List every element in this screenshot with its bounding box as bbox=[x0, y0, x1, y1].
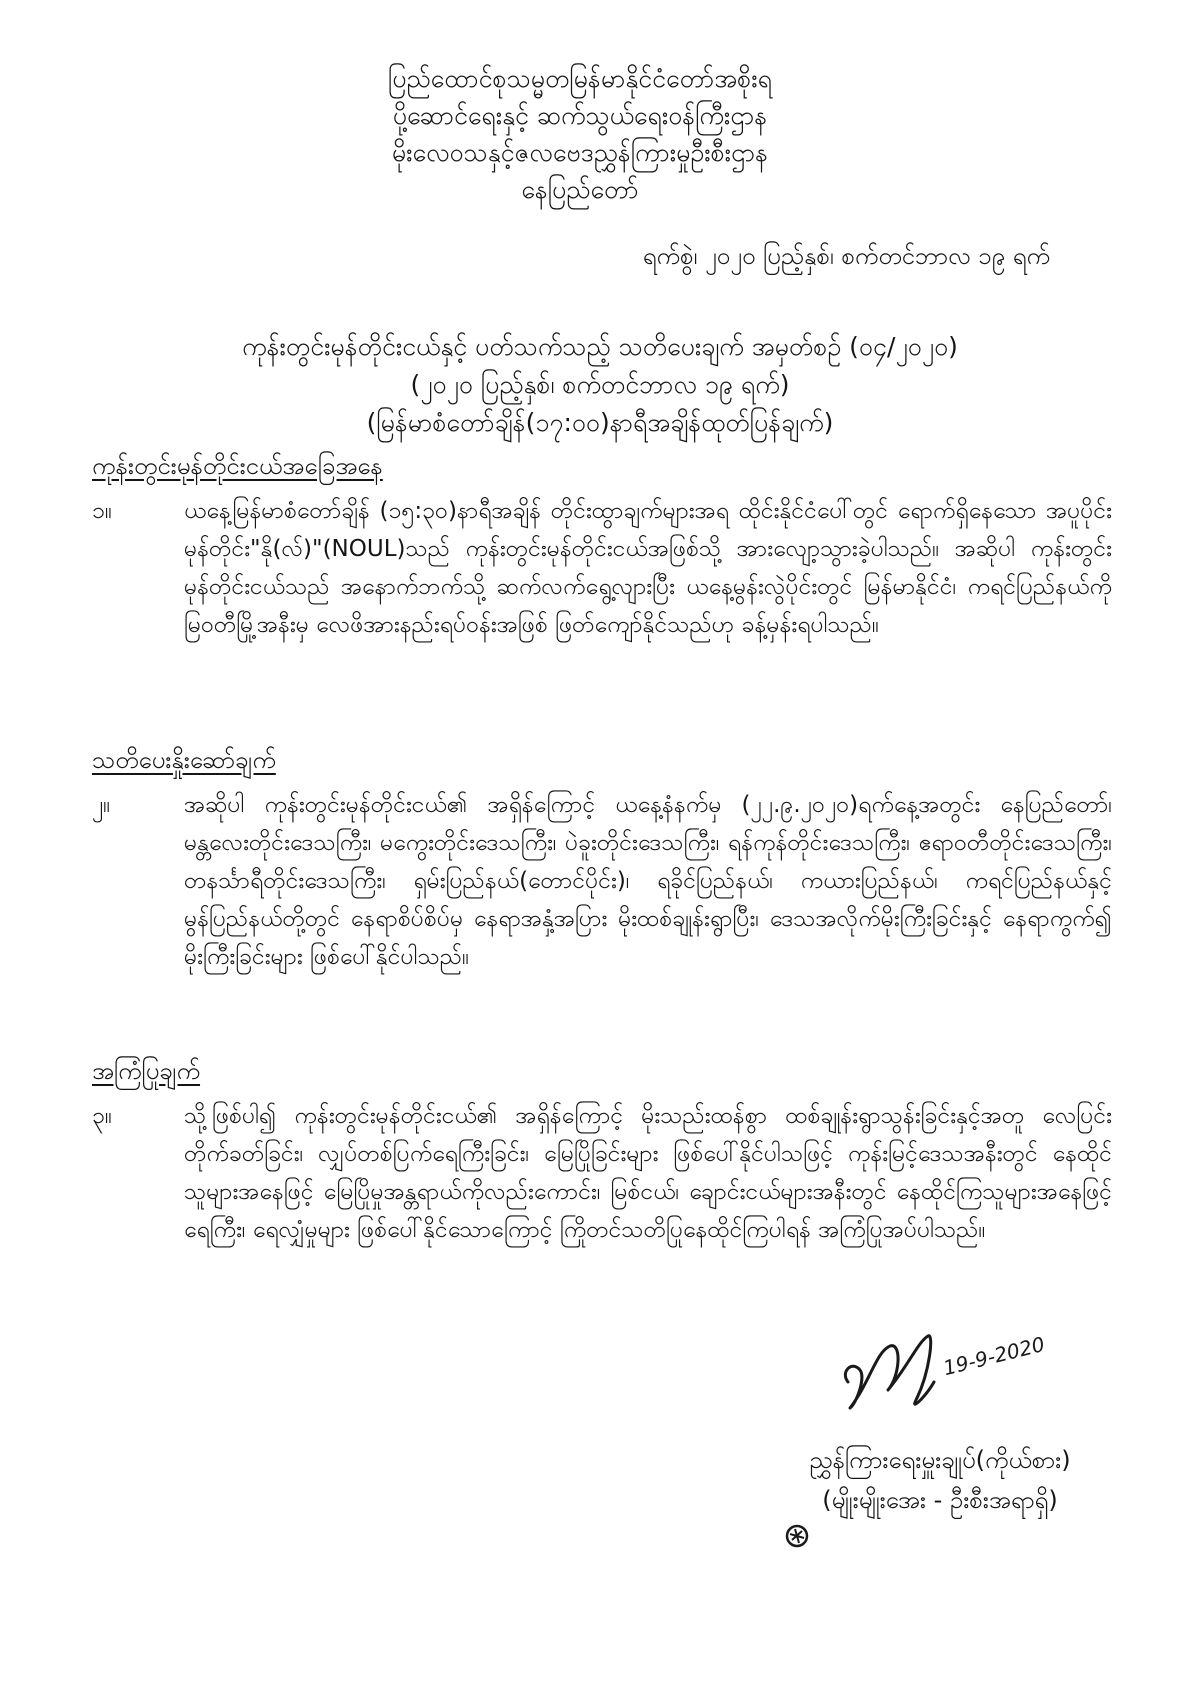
letterhead-ministry: ပို့ဆောင်ရေးနှင့် ဆက်သွယ်ရေးဝန်ကြီးဌာန bbox=[392, 101, 768, 130]
paragraph-situation bbox=[92, 492, 1112, 644]
bulletin-date: (၂၀၂၀ ပြည့်နှစ်၊ စက်တင်ဘာလ ၁၉ ရက်) bbox=[410, 370, 790, 399]
paragraph-text: သို့ဖြစ်ပါ၍ ကုန်းတွင်းမုန်တိုင်းငယ်၏ အရှိန်ကြောင့် မိုးသည်းထန်စွာ ထစ်ချုန်းရွာသွန်းခြင်းနှင့်အတူ လေပြင်းတိုက်ခတ်ခြင်း၊ လျှပ်တစ်ပြက်ရေကြီးခြင်း၊ မြေပြိုခြင်းများ ဖြစ်ပေါ်နိုင်ပါသဖြင့် ကုန်းမြင့်ဒေသအနီးတွင် နေထိုင်သူများအနေဖြင့် မြေပြိုမှုအန္တရာယ်ကိုလည်းကောင်း၊ မြစ်ငယ်၊ ချောင်းငယ်များအနီးတွင် နေထိုင်ကြသူများအနေဖြင့် ရေကြီး၊ ရေလျှံမှုများ ဖြစ်ပေါ်နိုင်သောကြောင့် ကြိုတင်သတိပြုနေထိုင်ကြပါရန် အကြံပြုအပ်ပါသည်။ bbox=[184, 1103, 1112, 1243]
paragraph-number: ၃။ bbox=[92, 1103, 112, 1129]
signature-date: 19-9-2020 bbox=[940, 1331, 1048, 1381]
small-seal-icon bbox=[782, 1522, 812, 1550]
section-heading-warning: သတိပေးနှိုးဆော်ချက် bbox=[92, 746, 276, 774]
bulletin-title: ကုန်းတွင်းမုန်တိုင်းငယ်နှင့် ပတ်သက်သည့် သတိပေးချက် အမှတ်စဉ် (၀၄/၂၀၂၀) bbox=[242, 332, 958, 361]
letterhead-department: မိုးလေဝသနှင့်ဇလဗေဒညွှန်ကြားမှုဦးစီးဌာန bbox=[391, 138, 769, 167]
section-heading-advice: အကြံပြုချက် bbox=[92, 1057, 201, 1085]
paragraph-text: ယနေ့မြန်မာစံတော်ချိန် (၁၅:၃၀)နာရီအချိန် တိုင်းထွာချက်များအရ ထိုင်းနိုင်ငံပေါ်တွင် ရောက်ရှိနေသော အပူပိုင်းမုန်တိုင်း"နို(လ်)"(NOUL)သည် ကုန်းတွင်းမုန်တိုင်းငယ်အဖြစ်သို့ အားလျော့သွားခဲ့ပါသည်။ အဆိုပါ ကုန်းတွင်းမုန်တိုင်းငယ်သည် အနောက်ဘက်သို့ ဆက်လက်ရွေ့လျားပြီး ယနေ့မွန်းလွဲပိုင်းတွင် မြန်မာနိုင်ငံ၊ ကရင်ပြည်နယ်ကို မြဝတီမြို့အနီးမှ လေဖိအားနည်းရပ်ဝန်းအဖြစ် ဖြတ်ကျော်နိုင်သည်ဟု ခန့်မှန်းရပါသည်။ bbox=[184, 498, 1112, 638]
signatory-block bbox=[760, 1440, 1120, 1520]
paragraph-advice bbox=[92, 1097, 1112, 1249]
letterhead bbox=[300, 60, 860, 208]
signatory-title: ညွှန်ကြားရေးမှူးချုပ်(ကိုယ်စား) bbox=[809, 1446, 1071, 1474]
paragraph-warning bbox=[92, 786, 1112, 976]
bulletin-release-time: (မြန်မာစံတော်ချိန်(၁၇:၀၀)နာရီအချိန်ထုတ်ပြန်ချက်) bbox=[366, 408, 834, 437]
paragraph-number: ၂။ bbox=[92, 792, 111, 818]
section-heading-situation: ကုန်းတွင်းမုန်တိုင်းငယ်အခြေအနေ bbox=[92, 452, 383, 480]
signatory-name: (မျိုးမျိုးအေး - ဦးစီးအရာရှိ) bbox=[822, 1486, 1058, 1514]
paragraph-number: ၁။ bbox=[92, 498, 112, 524]
bulletin-title-block bbox=[120, 328, 1080, 442]
handwritten-signature bbox=[830, 1312, 1070, 1432]
issue-date: ရက်စွဲ၊ ၂၀၂၀ ပြည့်နှစ်၊ စက်တင်ဘာလ ၁၉ ရက် bbox=[642, 242, 1050, 270]
letterhead-city: နေပြည်တော် bbox=[521, 175, 639, 204]
paragraph-text: အဆိုပါ ကုန်းတွင်းမုန်တိုင်းငယ်၏ အရှိန်ကြောင့် ယနေ့နံနက်မှ (၂၂.၉.၂၀၂၀)ရက်နေ့အတွင်း နေပြည်တော်၊ မန္တလေးတိုင်းဒေသကြီး၊ မကွေးတိုင်းဒေသကြီး၊ ပဲခူးတိုင်းဒေသကြီး၊ ရန်ကုန်တိုင်းဒေသကြီး၊ ဧရာဝတီတိုင်းဒေသကြီး၊ တနင်္သာရီတိုင်းဒေသကြီး၊ ရှမ်းပြည်နယ်(တောင်ပိုင်း)၊ ရခိုင်ပြည်နယ်၊ ကယားပြည်နယ်၊ ကရင်ပြည်နယ်နှင့် မွန်ပြည်နယ်တို့တွင် နေရာစိပ်စိပ်မှ နေရာအနှံ့အပြား မိုးထစ်ချုန်းရွာပြီး၊ ဒေသအလိုက်မိုးကြီးခြင်းနှင့် နေရာကွက်၍ မိုးကြီးခြင်းများ ဖြစ်ပေါ်နိုင်ပါသည်။ bbox=[184, 792, 1112, 970]
letterhead-government: ပြည်ထောင်စုသမ္မတမြန်မာနိုင်ငံတော်အစိုးရ bbox=[388, 64, 772, 93]
